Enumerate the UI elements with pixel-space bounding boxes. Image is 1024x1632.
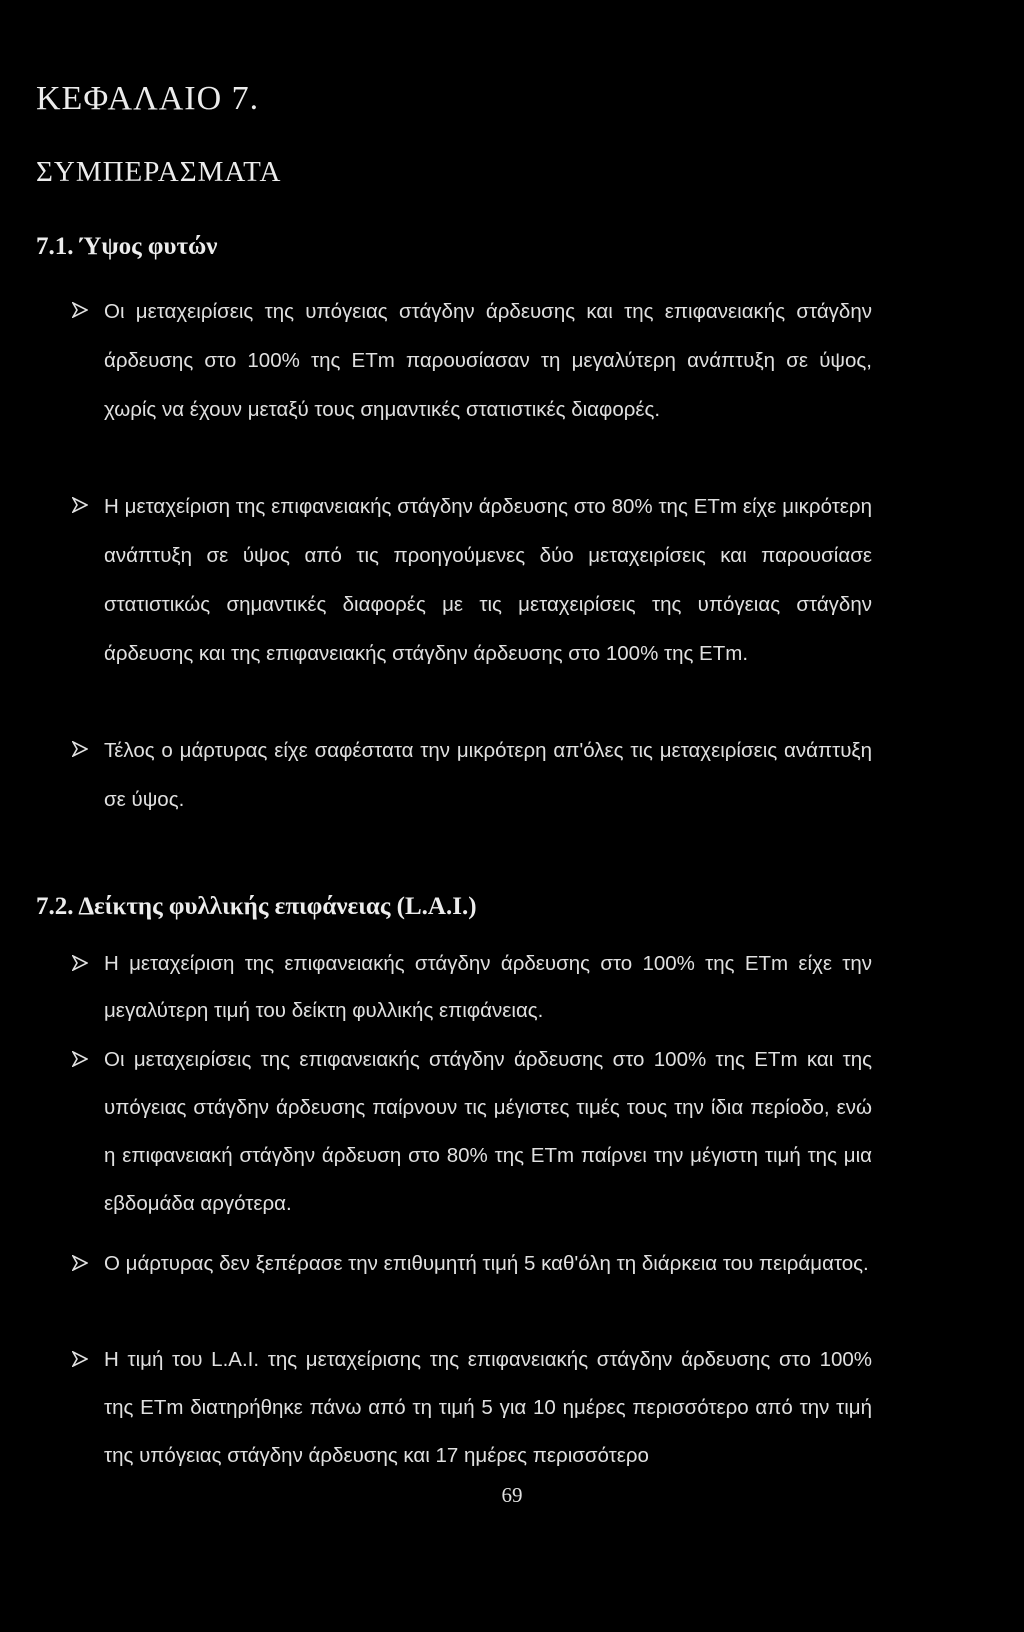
bullet-text: Η τιμή του L.A.I. της μεταχείρισης της επιφανειακής στάγδην άρδευσης στο 100% της ETm διατηρήθηκε πάνω από τη τιμή 5 για 10 ημέρες περισσότερο από την τιμή της υπόγειας στάγδην άρδευσης και 17 ημέρες περισσότερο — [104, 1348, 872, 1467]
bullet-text: Οι μεταχειρίσεις της επιφανειακής στάγδην άρδευσης στο 100% της ETm και της υπόγειας στάγδην άρδευσης παίρνουν τις μέγιστες τιμές τους την ίδια περίοδο, ενώ η επιφανειακή στάγδην άρδευση στο 80% της ETm παίρνει την μέγιστη τιμή της μια εβδομάδα αργότερα. — [104, 1048, 872, 1215]
bullet-text: Τέλος ο μάρτυρας είχε σαφέστατα την μικρότερη απ'όλες τις μεταχειρίσεις ανάπτυξη σε ύψος. — [104, 739, 872, 811]
arrow-bullet-icon — [72, 1351, 88, 1367]
bullet-item — [72, 1336, 872, 1480]
section-heading-leaf-area-index: 7.2. Δείκτης φυλλικής επιφάνειας (L.A.I.) — [36, 893, 477, 920]
arrow-bullet-icon — [72, 955, 88, 971]
bullet-item — [72, 726, 872, 824]
bullet-item — [72, 482, 872, 678]
bullet-text: Οι μεταχειρίσεις της υπόγειας στάγδην άρδευσης και της επιφανειακής στάγδην άρδευσης στο 100% της ETm παρουσίασαν τη μεγαλύτερη ανάπτυξη σε ύψος, χωρίς να έχουν μεταξύ τους σημαντικές στατιστικές διαφορές. — [104, 300, 872, 421]
arrow-bullet-icon — [72, 1255, 88, 1271]
arrow-bullet-icon — [72, 302, 88, 318]
chapter-subtitle: ΣΥΜΠΕΡΑΣΜΑΤΑ — [36, 156, 282, 188]
arrow-bullet-icon — [72, 497, 88, 513]
chapter-title: ΚΕΦΑΛΑΙΟ 7. — [36, 80, 260, 117]
section-heading-plant-height: 7.1. Ύψος φυτών — [36, 233, 218, 260]
bullet-item — [72, 287, 872, 434]
bullet-text: Η μεταχείριση της επιφανειακής στάγδην άρδευσης στο 100% της ETm είχε την μεγαλύτερη τιμή του δείκτη φυλλικής επιφάνειας. — [104, 952, 872, 1022]
bullet-item — [72, 1240, 872, 1288]
arrow-bullet-icon — [72, 741, 88, 757]
bullet-item — [72, 1036, 872, 1228]
bullet-text: Η μεταχείριση της επιφανειακής στάγδην άρδευσης στο 80% της ETm είχε μικρότερη ανάπτυξη σε ύψος από τις προηγούμενες δύο μεταχειρίσεις και παρουσίασε στατιστικώς σημαντικές διαφορές με τις μεταχειρίσεις της υπόγειας στάγδην άρδευσης και της επιφανειακής στάγδην άρδευσης στο 100% της ETm. — [104, 495, 872, 665]
page-number: 69 — [501, 1483, 523, 1507]
bullet-text: Ο μάρτυρας δεν ξεπέρασε την επιθυμητή τιμή 5 καθ'όλη τη διάρκεια του πειράματος. — [104, 1252, 869, 1275]
arrow-bullet-icon — [72, 1051, 88, 1067]
bullet-item — [72, 940, 872, 1034]
